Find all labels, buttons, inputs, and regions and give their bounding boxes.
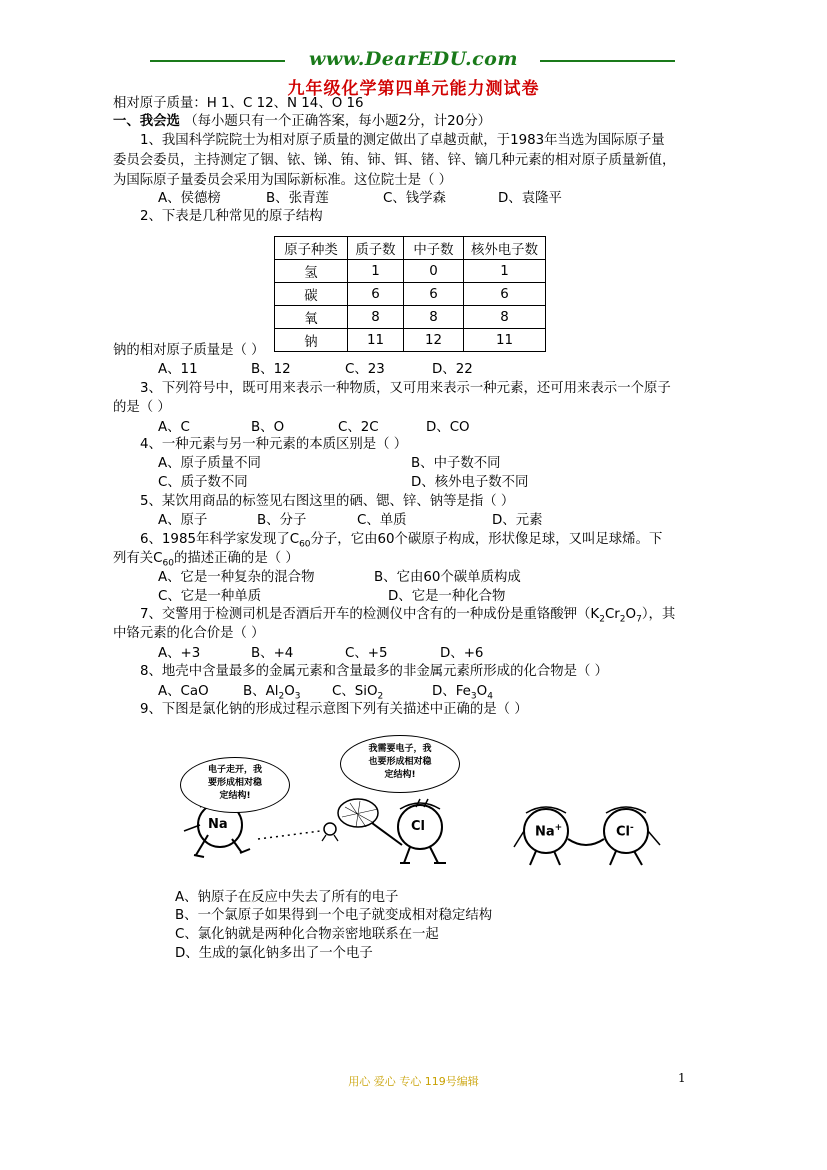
bubble-right-line: 定结构! bbox=[384, 770, 416, 780]
table-header: 核外电子数 bbox=[464, 237, 546, 260]
q6-text: 的描述正确的是（ ） bbox=[173, 551, 299, 566]
q7-text: O bbox=[625, 607, 637, 622]
q8-text: O bbox=[476, 684, 488, 699]
q1-option-c: C、钱学森 bbox=[383, 191, 446, 206]
table-cell: 6 bbox=[404, 283, 464, 306]
table-cell: 1 bbox=[348, 260, 404, 283]
q8-subscript: 3 bbox=[294, 691, 301, 702]
table-cell: 11 bbox=[348, 329, 404, 352]
section-title: 一、我会选 bbox=[113, 114, 180, 129]
q6-text: 分子，它由60个碳原子构成，形状像足球，又叫足球烯。下 bbox=[310, 532, 663, 547]
site-logo: www.DearEDU.com bbox=[309, 48, 518, 70]
q2-after: 钠的相对原子质量是（ ） bbox=[113, 343, 265, 358]
table-row bbox=[275, 306, 546, 329]
q5-option-c: C、单质 bbox=[357, 513, 407, 528]
q6-option-d: D、它是一种化合物 bbox=[388, 589, 506, 604]
q2-option-b: B、12 bbox=[251, 362, 291, 377]
q8-stem: 8、地壳中含量最多的金属元素和含量最多的非金属元素所形成的化合物是（ ） bbox=[140, 664, 609, 679]
na-ion-symbol: Na bbox=[535, 824, 555, 840]
cl-label: Cl bbox=[411, 819, 425, 834]
q3-option-d: D、CO bbox=[426, 420, 470, 435]
speech-bubble-right bbox=[340, 735, 460, 793]
q8-subscript: 4 bbox=[487, 691, 493, 702]
intro-atomic-mass: 相对原子质量：H 1、C 12、N 14、O 16 bbox=[113, 96, 364, 111]
q7-option-b: B、+4 bbox=[251, 646, 294, 661]
table-cell: 8 bbox=[464, 306, 546, 329]
q1-option-a: A、侯德榜 bbox=[158, 191, 221, 206]
table-cell: 氧 bbox=[275, 306, 348, 329]
q9-option-c: C、氯化钠就是两种化合物亲密地联系在一起 bbox=[175, 927, 439, 942]
q2-option-a: A、11 bbox=[158, 362, 198, 377]
table-cell: 8 bbox=[404, 306, 464, 329]
q9-option-b: B、一个氯原子如果得到一个电子就变成相对稳定结构 bbox=[175, 908, 493, 923]
page-number: 1 bbox=[678, 1071, 686, 1085]
q7-subscript: 2 bbox=[599, 614, 605, 625]
q9-option-a: A、钠原子在反应中失去了所有的电子 bbox=[175, 890, 399, 905]
q5-option-d: D、元素 bbox=[492, 513, 543, 528]
q1-option-b: B、张青莲 bbox=[266, 191, 329, 206]
q7-option-d: D、+6 bbox=[440, 646, 484, 661]
q1-line-3: 为国际原子量委员会采用为国际新标准。这位院士是（ ） bbox=[113, 173, 453, 188]
butterfly-net bbox=[338, 799, 402, 845]
footer-text: 用心 爱心 专心 119号编辑 bbox=[348, 1075, 479, 1088]
q1-line-1: 1、我国科学院院士为相对原子质量的测定做出了卓越贡献，于1983年当选为国际原子量 bbox=[140, 133, 665, 148]
cl-ion-symbol: Cl bbox=[616, 824, 630, 840]
bubble-right-line: 我需要电子，我 bbox=[368, 744, 432, 754]
table-cell: 6 bbox=[348, 283, 404, 306]
q7-subscript: 7 bbox=[636, 614, 642, 625]
table-cell: 11 bbox=[464, 329, 546, 352]
table-header: 中子数 bbox=[404, 237, 464, 260]
table-cell: 12 bbox=[404, 329, 464, 352]
q3-option-a: A、C bbox=[158, 420, 190, 435]
table-cell: 钠 bbox=[275, 329, 348, 352]
q6-option-a: A、它是一种复杂的混合物 bbox=[158, 570, 315, 585]
section-heading bbox=[113, 113, 491, 131]
q8-text: O bbox=[284, 684, 295, 699]
q7-option-a: A、+3 bbox=[158, 646, 201, 661]
table-cell: 1 bbox=[464, 260, 546, 283]
table-cell: 8 bbox=[348, 306, 404, 329]
electron-figure bbox=[322, 823, 338, 841]
q4-option-d: D、核外电子数不同 bbox=[411, 475, 529, 490]
table-cell: 0 bbox=[404, 260, 464, 283]
q5-stem: 5、某饮用商品的标签见右图这里的硒、锶、锌、钠等是指（ ） bbox=[140, 494, 515, 509]
q5-option-b: B、分子 bbox=[257, 513, 307, 528]
q1-option-d: D、袁隆平 bbox=[498, 191, 562, 206]
q4-stem: 4、一种元素与另一种元素的本质区别是（ ） bbox=[140, 437, 408, 452]
atom-structure-table bbox=[274, 236, 546, 352]
q6-option-c: C、它是一种单质 bbox=[158, 589, 262, 604]
q7-text: ），其 bbox=[641, 607, 676, 622]
q3-option-c: C、2C bbox=[338, 420, 379, 435]
table-cell: 碳 bbox=[275, 283, 348, 306]
q6-text: 6、1985年科学家发现了C bbox=[140, 532, 300, 547]
cl-ion-charge: - bbox=[630, 823, 634, 833]
holding-hands bbox=[568, 839, 604, 845]
q3-option-b: B、O bbox=[251, 420, 285, 435]
q7-text: Cr bbox=[604, 607, 620, 622]
na-label: Na bbox=[208, 817, 228, 832]
q8-subscript: 3 bbox=[470, 691, 477, 702]
q1-line-2: 委员会委员，主持测定了铟、铱、锑、铕、铈、铒、锗、锌、镝几种元素的相对原子质量新值， bbox=[113, 153, 676, 168]
q3-line-1: 3、下列符号中，既可用来表示一种物质，又可用来表示一种元素，还可用来表示一个原子 bbox=[140, 381, 671, 396]
bubble-left-line: 定结构! bbox=[219, 791, 251, 801]
q6-subscript: 60 bbox=[162, 558, 174, 569]
table-header: 原子种类 bbox=[275, 237, 348, 260]
cl-ion-label bbox=[616, 823, 634, 839]
q7-text: 7、交警用于检测司机是否酒后开车的检测仪中含有的一种成份是重铬酸钾（K bbox=[140, 607, 600, 622]
bubble-right-line: 也要形成相对稳 bbox=[368, 757, 432, 767]
header-rule-right bbox=[540, 60, 675, 62]
na-ion-label bbox=[535, 823, 562, 839]
q6-subscript: 60 bbox=[299, 539, 311, 550]
q3-line-2: 的是（ ） bbox=[113, 400, 171, 415]
header-rule-left bbox=[150, 60, 285, 62]
q4-option-c: C、质子数不同 bbox=[158, 475, 248, 490]
table-header-row bbox=[275, 237, 546, 260]
q5-option-a: A、原子 bbox=[158, 513, 208, 528]
q9-option-d: D、生成的氯化钠多出了一个电子 bbox=[175, 946, 373, 961]
q6-option-b: B、它由60个碳单质构成 bbox=[374, 570, 521, 585]
page-title: 九年级化学第四单元能力测试卷 bbox=[287, 79, 540, 99]
q7-line-2: 中铬元素的化合价是（ ） bbox=[113, 626, 265, 641]
q8-subscript: 2 bbox=[278, 691, 285, 702]
na-ion-charge: + bbox=[554, 823, 563, 833]
nacl-illustration bbox=[180, 735, 670, 870]
q4-option-a: A、原子质量不同 bbox=[158, 456, 261, 471]
q8-option-a: A、CaO bbox=[158, 684, 209, 699]
q8-text: C、SiO bbox=[332, 684, 378, 699]
q6-text: 列有关C bbox=[113, 551, 163, 566]
q8-text: D、Fe bbox=[432, 684, 471, 699]
q4-option-b: B、中子数不同 bbox=[411, 456, 501, 471]
q7-option-c: C、+5 bbox=[345, 646, 388, 661]
q8-subscript: 2 bbox=[377, 691, 384, 702]
table-cell: 氢 bbox=[275, 260, 348, 283]
table-row bbox=[275, 283, 546, 306]
bubble-left-line: 要形成相对稳 bbox=[207, 778, 262, 788]
speech-bubble-left bbox=[180, 757, 290, 813]
q2-option-d: D、22 bbox=[432, 362, 473, 377]
q9-stem: 9、下图是氯化钠的形成过程示意图下列有关描述中正确的是（ ） bbox=[140, 702, 528, 717]
table-header: 质子数 bbox=[348, 237, 404, 260]
table-cell: 6 bbox=[464, 283, 546, 306]
table-row bbox=[275, 329, 546, 352]
section-note: （每小题只有一个正确答案，每小题2分，计20分） bbox=[184, 114, 491, 129]
q8-text: B、Al bbox=[243, 684, 279, 699]
q2-stem: 2、下表是几种常见的原子结构 bbox=[140, 209, 323, 224]
bubble-left-line: 电子走开，我 bbox=[207, 765, 262, 775]
q7-subscript: 2 bbox=[619, 614, 626, 625]
table-row bbox=[275, 260, 546, 283]
q2-option-c: C、23 bbox=[345, 362, 385, 377]
